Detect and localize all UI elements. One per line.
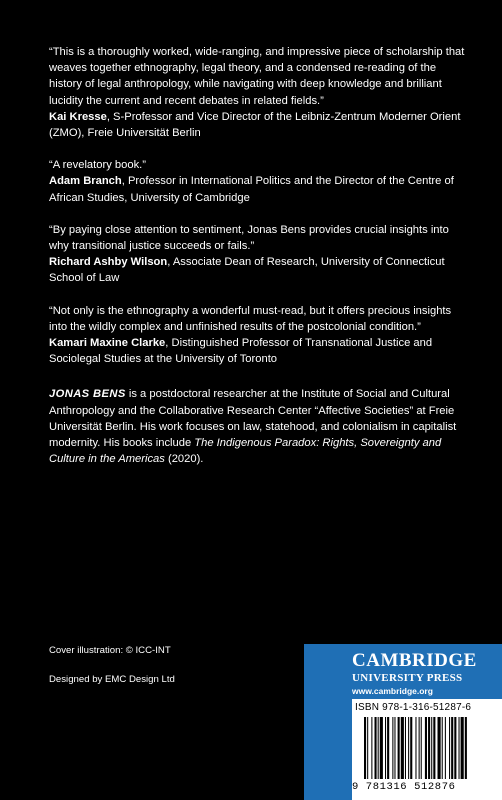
barcode-bar	[392, 717, 393, 779]
endorser-title: , Distinguished Professor of Transnational Justice and Sociolegal Studies at the University of Toronto	[49, 337, 433, 366]
barcode-bar	[380, 717, 383, 779]
barcode-bar	[451, 717, 453, 779]
endorsement-quote: “By paying close attention to sentiment, Jonas Bens provides crucial insights into why transitional justice succeeds or fails.”	[49, 223, 449, 253]
barcode-bar	[375, 717, 377, 779]
cover-illustration-credit: Cover illustration: © ICC-INT	[49, 645, 171, 656]
barcode-bar	[461, 717, 464, 779]
barcode-bar	[398, 717, 400, 779]
barcode-digits: 9 781316 512876	[352, 781, 456, 793]
barcode-bar	[438, 717, 441, 779]
isbn-label: ISBN 978-1-316-51287-6	[355, 702, 472, 713]
endorsement-4	[49, 303, 469, 368]
barcode-bar	[394, 717, 395, 779]
endorsement-2	[49, 157, 469, 206]
barcode-bar	[410, 717, 412, 779]
endorsement-quote: “Not only is the ethnography a wonderful must-read, but it offers precious insights into the wildly complex and unfinished results of the postcolonial condition.”	[49, 304, 452, 333]
endorsement-3	[49, 222, 469, 287]
author-bio-end: (2020).	[164, 453, 204, 466]
endorsement-attribution	[49, 109, 469, 141]
endorser-name: Kamari Maxine Clarke	[49, 337, 166, 350]
barcode-panel	[352, 699, 502, 800]
endorsement-1	[49, 44, 469, 141]
barcode-bar	[431, 717, 432, 779]
author-bio-text: is a postdoctoral researcher at the Institute of Social and Cultural Anthropology and the Collaborative Research Center “Affective Societies” at Freie Universität Berlin. His work focuses on law, statehood, and colonialism in capitalist modernity. His books include	[49, 388, 457, 450]
barcode-bar	[459, 717, 460, 779]
publisher-url: www.cambridge.org	[352, 686, 433, 696]
barcode-bar	[408, 717, 409, 779]
designer-credit: Designed by EMC Design Ltd	[49, 674, 175, 685]
barcode-bar	[387, 717, 389, 779]
author-bio	[49, 386, 469, 467]
endorsement-attribution	[49, 173, 469, 205]
endorsement-quote: “This is a thoroughly worked, wide-ranging, and impressive piece of scholarship that weaves together ethnography, legal theory, and a condensed re-reading of the history of legal anthropology, while navigating with deep knowledge and brilliant lucidity the current and recent debates in related fields.”	[49, 46, 465, 107]
author-name: JONAS BENS	[49, 388, 126, 401]
barcode-bar	[454, 717, 456, 779]
endorser-name: Kai Kresse	[49, 110, 107, 123]
barcode-bar	[401, 717, 404, 779]
barcode-bar	[378, 717, 379, 779]
barcode-bar	[385, 717, 386, 779]
endorser-title: , Professor in International Politics and the Director of the Centre of African Studies, University of Cambridge	[49, 175, 454, 204]
endorsement-attribution	[49, 335, 469, 367]
endorser-name: Richard Ashby Wilson	[49, 256, 168, 269]
barcode-bar	[433, 717, 435, 779]
barcode-bar	[449, 717, 450, 779]
book-title: The Indigenous Paradox: Rights, Sovereignty and Culture in the Americas	[49, 437, 442, 466]
barcode-bar	[428, 717, 430, 779]
barcode-bar	[421, 717, 422, 779]
endorsement-quote: “A revelatory book.”	[49, 159, 146, 172]
endorser-title: , S-Professor and Vice Director of the Leibniz-Zentrum Moderner Orient (ZMO), Freie Universität Berlin	[49, 110, 461, 140]
barcode-bar	[405, 717, 406, 779]
endorser-title: , Associate Dean of Research, University of Connecticut School of Law	[49, 256, 445, 285]
barcode-bar	[419, 717, 420, 779]
endorser-name: Adam Branch	[49, 175, 122, 188]
barcode-bar	[371, 717, 372, 779]
publisher-panel	[304, 644, 502, 800]
barcode-bar	[445, 717, 446, 779]
endorsement-attribution	[49, 254, 469, 286]
publisher-logo-name: CAMBRIDGE	[352, 650, 477, 671]
barcode-bar	[465, 717, 467, 779]
barcode-bar	[364, 717, 366, 779]
barcode-bar	[415, 717, 416, 779]
publisher-logo-subname: UNIVERSITY PRESS	[352, 672, 463, 684]
barcode-bar	[442, 717, 443, 779]
back-cover-text	[49, 44, 469, 467]
barcode-bar	[367, 717, 368, 779]
barcode-bar	[425, 717, 427, 779]
barcode-icon	[364, 717, 496, 779]
